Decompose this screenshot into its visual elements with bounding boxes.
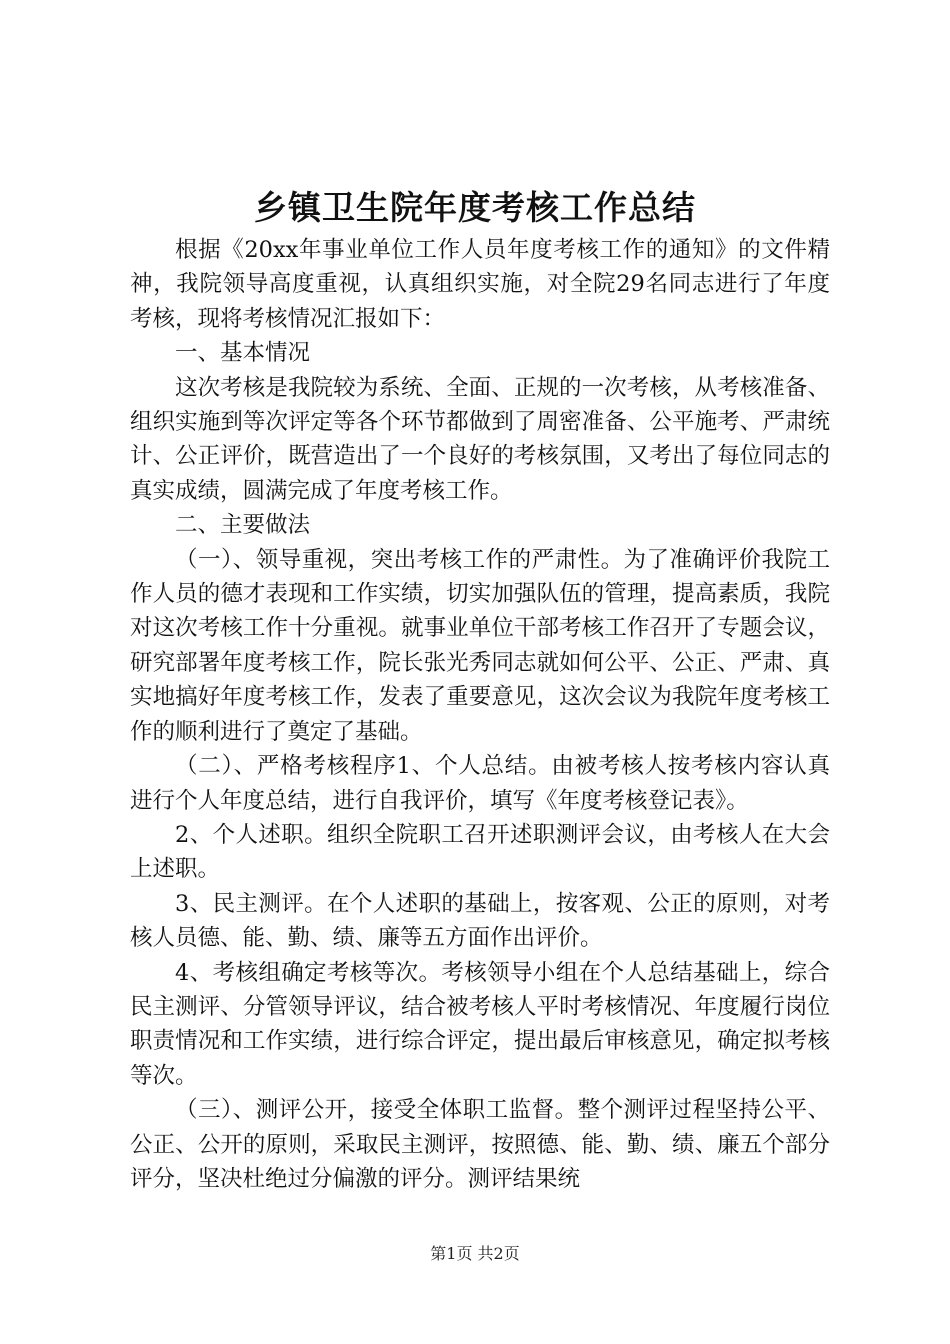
document-title: 乡镇卫生院年度考核工作总结 [254,188,696,227]
document-body [130,233,830,1196]
paragraph-practice-1: （一）、领导重视，突出考核工作的严肃性。为了准确评价我院工作人员的德才表现和工作实绩，切实加强队伍的管理，提高素质，我院对这次考核工作十分重视。就事业单位干部考核工作召开了专题会议，研究部署年度考核工作，院长张光秀同志就如何公平、公正、严肃、真实地搞好年度考核工作，发表了重要意见，这次会议为我院年度考核工作的顺利进行了奠定了基础。 [130,546,830,745]
paragraph-step-2: 2、个人述职。组织全院职工召开述职测评会议，由考核人在大会上述职。 [130,821,830,883]
paragraph-intro: 根据《20xx年事业单位工作人员年度考核工作的通知》的文件精神，我院领导高度重视，认真组织实施，对全院29名同志进行了年度考核，现将考核情况汇报如下： [130,237,830,332]
page-indicator: 第1页 共2页 [430,1244,520,1263]
paragraph-practice-2: （二）、严格考核程序1、个人总结。由被考核人按考核内容认真进行个人年度总结，进行自我评价，填写《年度考核登记表》。 [130,753,830,814]
heading-basic-situation: 一、基本情况 [175,340,311,367]
paragraph-basic-situation: 这次考核是我院较为系统、全面、正规的一次考核，从考核准备、组织实施到等次评定等各个环节都做到了周密准备、公平施考、严肃统计、公正评价，既营造出了一个良好的考核氛围，又考出了每位同志的真实成绩，圆满完成了年度考核工作。 [130,374,830,504]
heading-main-practices: 二、主要做法 [175,512,311,539]
paragraph-practice-3: （三）、测评公开，接受全体职工监督。整个测评过程坚持公平、公正、公开的原则，采取民主测评，按照德、能、勤、绩、廉五个部分评分，坚决杜绝过分偏激的评分。测评结果统 [130,1097,830,1192]
paragraph-step-4: 4、考核组确定考核等次。考核领导小组在个人总结基础上，综合民主测评、分管领导评议，结合被考核人平时考核情况、年度履行岗位职责情况和工作实绩，进行综合评定，提出最后审核意见，确定拟考核等次。 [130,959,830,1089]
paragraph-step-3: 3、民主测评。在个人述职的基础上，按客观、公正的原则，对考核人员德、能、勤、绩、廉等五方面作出评价。 [130,890,830,952]
